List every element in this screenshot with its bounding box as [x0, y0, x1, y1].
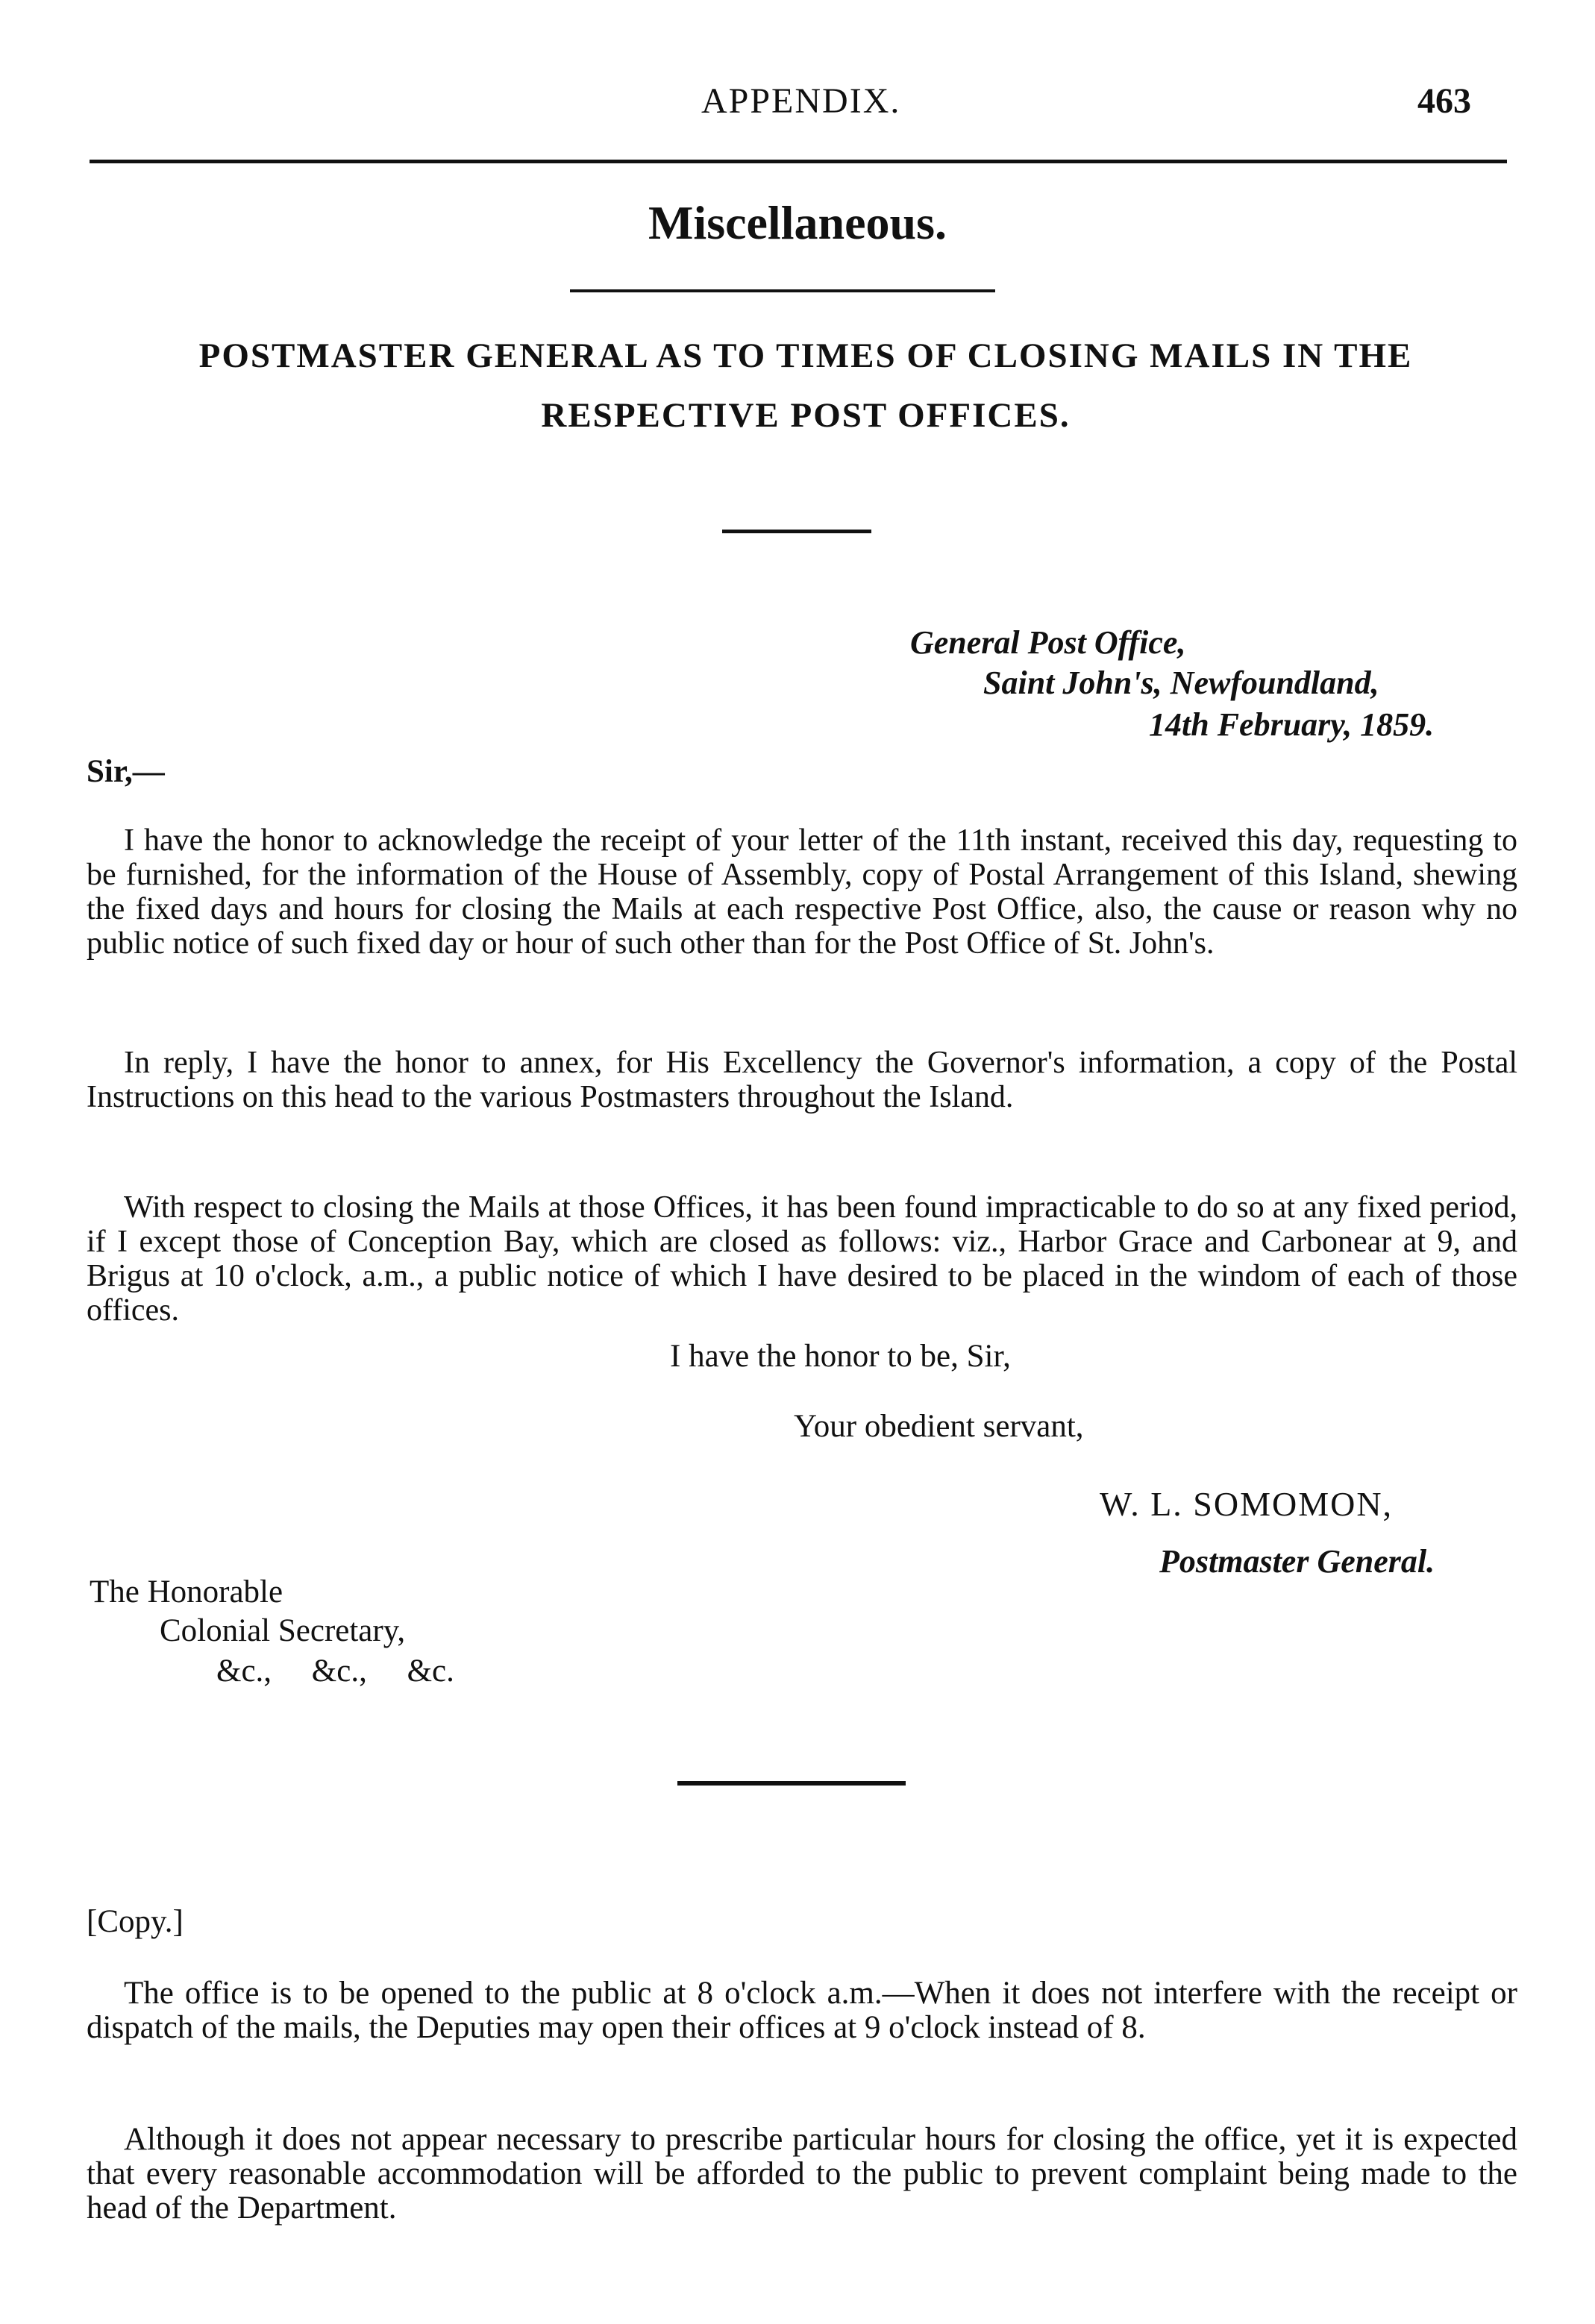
dateline-date: 14th February, 1859. — [1149, 706, 1435, 743]
letter-heading-line2: RESPECTIVE POST OFFICES. — [541, 396, 1071, 435]
signatory-title: Postmaster General. — [1159, 1543, 1435, 1580]
letter-paragraph-3: With respect to closing the Mails at those Offices, it has been found impracticable to do so at any fixed period, if I except those of Conception Bay, which are closed as follows: viz., Harbor Grace and Carbonear at 9, and Brigus at 10 o'clock, a.m., a public notice of which I have desired to be placed in the windom of each of those offices. — [87, 1190, 1517, 1328]
header-rule — [90, 160, 1507, 163]
dateline-place: Saint John's, Newfoundland, — [983, 665, 1379, 701]
copy-label: [Copy.] — [87, 1904, 184, 1939]
running-title: APPENDIX. — [701, 81, 901, 121]
heading-ornament-rule — [722, 530, 871, 533]
section-title: Miscellaneous. — [648, 196, 947, 249]
title-rule — [570, 289, 995, 292]
salutation: Sir,— — [87, 754, 165, 789]
dateline-office: General Post Office, — [910, 624, 1186, 661]
copy-paragraph-2: Although it does not appear necessary to prescribe particular hours for closing the office, yet it is expected that every reasonable accommodation will be afforded to the public to prevent complaint being made to the head of the Department. — [87, 2122, 1517, 2226]
copy-paragraph-1: The office is to be opened to the public at 8 o'clock a.m.—When it does not interfere with the receipt or dispatch of the mails, the Deputies may open their offices at 9 o'clock instead of 8. — [87, 1976, 1517, 2045]
addressee-line1: The Honorable — [90, 1574, 283, 1609]
signatory-name: W. L. SOMOMON, — [1100, 1485, 1394, 1523]
letter-paragraph-1: I have the honor to acknowledge the receipt of your letter of the 11th instant, received this day, requesting to be furnished, for the information of the House of Assembly, copy of Postal Arrangement of this Island, shewing the fixed days and hours for closing the Mails at each respective Post Office, also, the cause or reason why no public notice of such fixed day or hour of such other than for the Post Office of St. John's. — [87, 823, 1517, 961]
page-number: 463 — [1417, 81, 1471, 121]
letter-heading-line1: POSTMASTER GENERAL AS TO TIMES OF CLOSING MAILS IN THE — [198, 336, 1413, 375]
letter-paragraph-2: In reply, I have the honor to annex, for His Excellency the Governor's information, a copy of the Postal Instructions on this head to the various Postmasters throughout the Island. — [87, 1046, 1517, 1114]
closing-servant: Your obedient servant, — [794, 1409, 1084, 1444]
closing-line: I have the honor to be, Sir, — [670, 1339, 1011, 1374]
addressee-line2: Colonial Secretary, — [160, 1613, 406, 1648]
addressee-line3: &c., &c., &c. — [216, 1654, 454, 1689]
section-divider-rule — [677, 1781, 906, 1786]
